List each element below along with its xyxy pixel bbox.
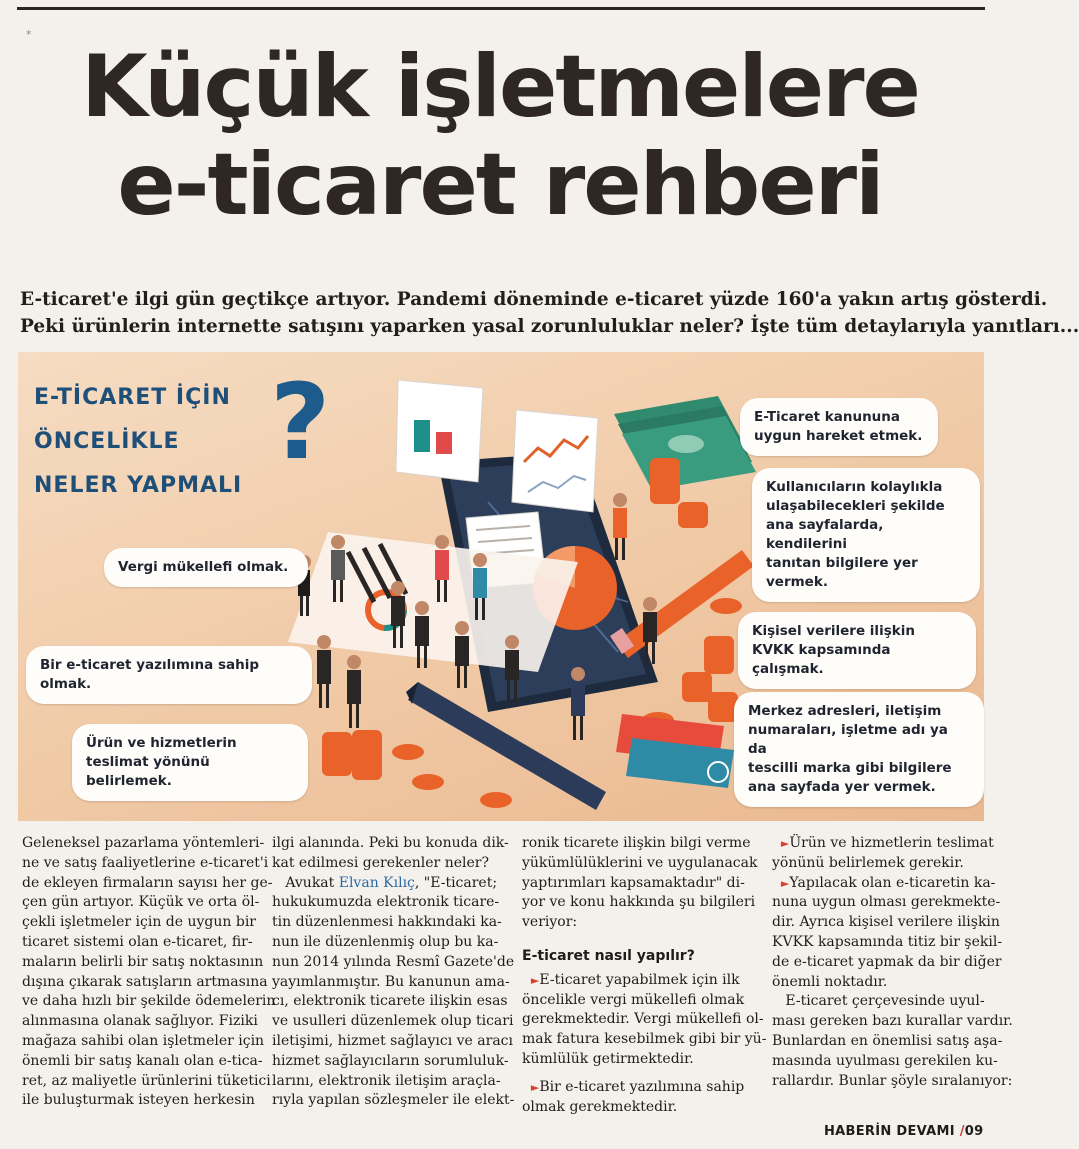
callout-line: ana sayfalarda, kendilerini xyxy=(766,517,884,552)
headline xyxy=(18,38,982,234)
bullet-line xyxy=(772,874,1000,894)
text-line: yaptırımları kapsamaktadır" di- xyxy=(522,874,745,891)
callout-line: Bir e-ticaret yazılımına sahip olmak. xyxy=(40,657,260,692)
infographic-title-line-2: ÖNCELİKLE xyxy=(34,429,180,454)
money-stack-illustration xyxy=(614,396,756,490)
text-line: de e-ticaret yapmak da bir diğer xyxy=(772,953,1002,970)
text-line: Geleneksel pazarlama yöntemleri- xyxy=(22,835,265,851)
text-line: mak fatura kesebilmek gibi bir yü- xyxy=(522,1031,767,1048)
article-column-4 xyxy=(772,834,1013,1091)
question-mark-icon: ? xyxy=(270,361,331,483)
text-line: kümlülük getirmektedir. xyxy=(522,1050,694,1067)
text-fragment: Ürün ve hizmetlerin teslimat xyxy=(789,835,994,851)
callout-line: teslimat yönünü belirlemek. xyxy=(86,754,210,789)
callout-line: ana sayfada yer vermek. xyxy=(748,779,936,795)
text-line: çen gün artıyor. Küçük ve orta öl- xyxy=(22,894,260,911)
lede-line-1: E-ticaret'e ilgi gün geçtikçe artıyor. Pandemi döneminde e-ticaret yüzde 160'a yakın artış gösterdi. xyxy=(20,289,1048,310)
text-fragment: E-ticaret yapabilmek için ilk xyxy=(539,971,740,988)
callout-line: numaraları, işletme adı ya da xyxy=(748,722,948,757)
text-line: çekli işletmeler için de uygun bir xyxy=(22,914,256,931)
callout-line: Kullanıcıların kolaylıkla xyxy=(766,479,943,495)
infographic-title xyxy=(34,376,242,508)
bullet-icon: ► xyxy=(530,973,540,987)
text-line: olmak gerekmektedir. xyxy=(522,1098,678,1115)
callout-line: ulaşabilecekleri şekilde xyxy=(766,498,945,514)
text-line: önemli noktadır. xyxy=(772,973,888,990)
continued-separator: / xyxy=(959,1124,965,1139)
article-column-1 xyxy=(22,834,276,1111)
bullet-line xyxy=(772,834,1000,854)
callout-line: tescilli marka gibi bilgilere xyxy=(748,760,952,776)
lede-line-2: Peki ürünlerin internette satışını yaparken yasal zorunluluklar neler? İşte tüm detaylarıyla yanıtları... xyxy=(20,316,1079,337)
text-line: nuna uygun olması gerekmekte- xyxy=(772,894,1001,911)
text-line: rallardır. Bunlar şöyle sıralanıyor: xyxy=(772,1072,1013,1089)
text-line: yayımlanmıştır. Bu kanunun ama- xyxy=(272,973,510,990)
text-line: önemli bir satış kanalı olan e-tica- xyxy=(22,1052,263,1069)
text-line: ması gereken bazı kurallar vardır. xyxy=(772,1013,1013,1030)
text-line: öncelikle vergi mükellefi olmak xyxy=(522,991,745,1008)
text-line: veriyor: xyxy=(522,914,578,931)
chart-card-left xyxy=(396,380,483,482)
text-line: ilgi alanında. Peki bu konuda dik- xyxy=(272,835,509,851)
bullet-line xyxy=(522,1078,750,1098)
text-line: mağaza sahibi olan işletmeler için xyxy=(22,1032,265,1049)
infographic-title-line-1: E-TİCARET İÇİN xyxy=(34,385,231,410)
text-line: nun ile düzenlenmiş olup bu ka- xyxy=(272,933,499,950)
text-line: nun 2014 yılında Resmî Gazete'de xyxy=(272,953,515,970)
text-line: ret, az maliyetle ürünlerini tüketici xyxy=(22,1072,271,1089)
text-fragment: , "E-ticaret; xyxy=(414,874,498,891)
text-line: yor ve konu hakkında şu bilgileri xyxy=(522,894,756,911)
credit-card-illustration xyxy=(616,714,734,788)
callout-homepage-info xyxy=(752,468,980,602)
lede xyxy=(20,286,1079,340)
text-line: dışına çıkarak satışların artmasına xyxy=(22,973,268,990)
callout-ecommerce-law xyxy=(740,398,938,456)
text-fragment: Yapılacak olan e-ticaretin ka- xyxy=(789,874,996,891)
callout-line: Merkez adresleri, iletişim xyxy=(748,703,942,719)
text-line: alınmasına olanak sağlıyor. Fiziki xyxy=(22,1013,258,1030)
text-line: KVKK kapsamında titiz bir şekil- xyxy=(772,933,1003,950)
text-line: ronik ticarete ilişkin bilgi verme xyxy=(522,835,751,851)
callout-line: KVKK kapsamında çalışmak. xyxy=(752,642,891,677)
text-line: hukukumuzda elektronik ticare- xyxy=(272,894,500,911)
text-line: ne ve satış faaliyetlerine e-ticaret'i xyxy=(22,854,269,871)
subheading: E-ticaret nasıl yapılır? xyxy=(522,947,695,964)
article-column-3 xyxy=(522,834,767,1117)
text-line: ve daha hızlı bir şekilde ödemelerin xyxy=(22,993,276,1010)
text-line: cı, elektronik ticarete ilişkin esas xyxy=(272,993,508,1010)
text-line: yükümlülüklerini ve uygulanacak xyxy=(522,854,758,871)
text-line: gerekmektedir. Vergi mükellefi ol- xyxy=(522,1011,764,1028)
text-line: kat edilmesi gerekenler neler? xyxy=(272,854,489,871)
headline-line-2: e-ticaret rehberi xyxy=(117,135,883,235)
continued-label: HABERİN DEVAMI xyxy=(824,1124,955,1139)
callout-delivery xyxy=(72,724,308,801)
callout-software xyxy=(26,646,312,704)
callout-addresses xyxy=(734,692,984,807)
chart-card-right xyxy=(512,410,598,512)
text-line: ve usulleri düzenlemek olup ticari xyxy=(272,1013,514,1030)
callout-line: uygun hareket etmek. xyxy=(754,428,923,444)
text-line: maların belirli bir satış noktasının xyxy=(22,953,264,970)
article-column-2 xyxy=(272,834,515,1111)
text-line: de ekleyen firmaların sayısı her ge- xyxy=(22,874,273,891)
top-rule xyxy=(17,7,985,10)
text-fragment: Bir e-ticaret yazılımına sahip xyxy=(539,1078,745,1095)
text-line: rıyla yapılan sözleşmeler ile elekt- xyxy=(272,1092,515,1109)
text-line: yönünü belirlemek gerekir. xyxy=(772,854,964,871)
headline-line-1: Küçük işletmelere xyxy=(81,37,919,137)
text-line: iletişimi, hizmet sağlayıcı ve aracı xyxy=(272,1032,513,1049)
text-line: tin düzenlenmesi hakkındaki ka- xyxy=(272,914,502,931)
callout-tax-payer xyxy=(104,548,308,587)
bullet-icon: ► xyxy=(530,1080,540,1094)
text-line: ticaret sistemi olan e-ticaret, fir- xyxy=(22,933,253,950)
text-line: Bunlardan en önemlisi satış aşa- xyxy=(772,1032,1003,1049)
callout-line: Kişisel verilere ilişkin xyxy=(752,623,915,639)
continued-on-page[interactable] xyxy=(824,1124,983,1139)
callout-line: tanıtan bilgilere yer xyxy=(766,555,918,571)
text-line: masında uyulması gerekilen ku- xyxy=(772,1052,998,1069)
infographic xyxy=(18,352,984,821)
continued-page-number: 09 xyxy=(964,1124,984,1139)
callout-kvkk xyxy=(738,612,976,689)
text-line: dir. Ayrıca kişisel verilere ilişkin xyxy=(772,914,1000,931)
corner-mark: * xyxy=(26,28,32,41)
infographic-title-line-3: NELER YAPMALI xyxy=(34,473,243,498)
text-line: hizmet sağlayıcıların sorumluluk- xyxy=(272,1052,509,1069)
text-line: larını, elektronik iletişim araçla- xyxy=(272,1072,501,1089)
text-line: ile buluşturmak isteyen herkesin xyxy=(22,1092,255,1109)
text-fragment: Avukat xyxy=(285,874,339,891)
bullet-icon: ► xyxy=(780,876,790,890)
lawyer-name-link[interactable]: Elvan Kılıç xyxy=(338,874,415,891)
callout-line: E-Ticaret kanununa xyxy=(754,409,901,425)
text-fragment: E-ticaret çerçevesinde uyul- xyxy=(785,993,985,1010)
article-body xyxy=(22,834,1013,1139)
callout-line: Vergi mükellefi olmak. xyxy=(118,559,289,575)
text-line-author xyxy=(272,874,500,894)
callout-line: vermek. xyxy=(766,574,828,590)
callout-line: Ürün ve hizmetlerin xyxy=(86,735,237,751)
bullet-icon: ► xyxy=(780,837,790,850)
text-line xyxy=(772,992,1000,1012)
bullet-line xyxy=(522,971,750,991)
